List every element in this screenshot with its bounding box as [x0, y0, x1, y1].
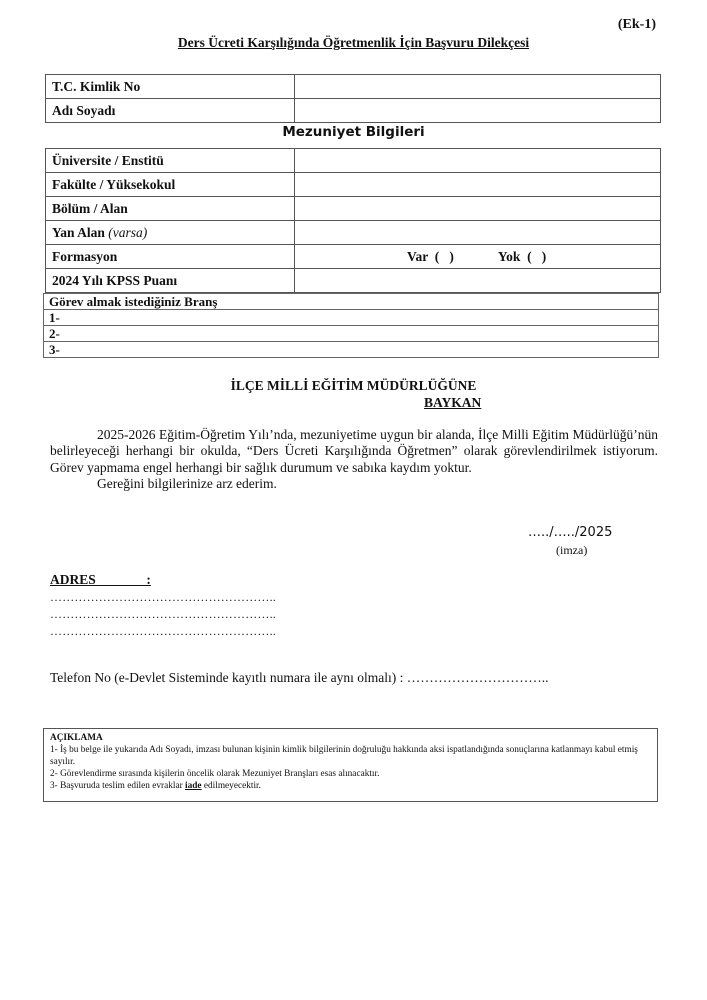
table-row [46, 197, 661, 221]
branch-choice-2[interactable]: 2- [44, 326, 659, 342]
kpss-score-field[interactable] [295, 269, 661, 293]
minor-field-label: Yan Alan (varsa) [46, 221, 295, 245]
petition-paragraph: 2025-2026 Eğitim-Öğretim Yılı’nda, mezuniyetime uygun bir alanda, İlçe Milli Eğitim Müdürlüğü’nün belirleyeceği herhangi bir okulda, “Ders Ücreti Karşılığında Öğretmen” olarak görevlendirilmek istiyorum. Görev yapmama engel herhangi bir sağlık durumum ve sabıka kaydım yoktur. [50, 427, 658, 475]
table-row [46, 99, 661, 123]
personal-info-table [45, 74, 661, 123]
faculty-label: Fakülte / Yüksekokul [46, 173, 295, 197]
name-label: Adı Soyadı [46, 99, 295, 123]
address-line-3[interactable]: ……………………………………………….. [50, 624, 276, 638]
tc-kimlik-label: T.C. Kimlik No [46, 75, 295, 99]
branch-choice-3[interactable]: 3- [44, 342, 659, 358]
note-item-2: 2- Görevlendirme sırasında kişilerin öncelik olarak Mezuniyet Branşları esas alınacaktır. [50, 769, 380, 779]
minor-field-note: (varsa) [108, 224, 148, 240]
table-row [46, 221, 661, 245]
table-row [44, 294, 659, 310]
tc-kimlik-field[interactable] [295, 75, 661, 99]
faculty-field[interactable] [295, 173, 661, 197]
table-row [46, 75, 661, 99]
table-row [46, 269, 661, 293]
name-field[interactable] [295, 99, 661, 123]
graduation-table [45, 148, 661, 293]
table-row [44, 326, 659, 342]
table-row [46, 173, 661, 197]
minor-field-field[interactable] [295, 221, 661, 245]
document-title: Ders Ücreti Karşılığında Öğretmenlik İçin Başvuru Dilekçesi [177, 35, 530, 50]
formation-var-checkbox[interactable]: Var ( ) [407, 248, 454, 264]
department-field[interactable] [295, 197, 661, 221]
date-field[interactable]: …../…../2025 [528, 525, 613, 540]
table-row [44, 342, 659, 358]
branch-header: Görev almak istediğiniz Branş [44, 294, 659, 310]
university-field[interactable] [295, 149, 661, 173]
branch-table [43, 293, 659, 358]
addressee-line: İLÇE MİLLİ EĞİTİM MÜDÜRLÜĞÜNE [230, 378, 477, 393]
address-line-1[interactable]: ……………………………………………….. [50, 590, 276, 604]
university-label: Üniversite / Enstitü [46, 149, 295, 173]
branch-choice-1[interactable]: 1- [44, 310, 659, 326]
note-item-1: 1- İş bu belge ile yukarıda Adı Soyadı, imzası bulunan kişinin kimlik bilgilerinin doğruluğu hakkında aksi ispatlandığında sonuçlarına katlanmayı kabul etmiş sayılır. [50, 745, 638, 767]
notes-box [43, 728, 658, 802]
petition-body [50, 427, 658, 492]
notes-title: AÇIKLAMA [50, 733, 103, 743]
address-line-2[interactable]: ……………………………………………….. [50, 607, 276, 621]
address-label: ADRES : [50, 572, 151, 587]
addressee-district: BAYKAN [424, 395, 482, 410]
table-row [46, 245, 661, 269]
formation-options [295, 245, 661, 269]
kpss-score-label: 2024 Yılı KPSS Puanı [46, 269, 295, 293]
annex-label: (Ek-1) [617, 17, 656, 32]
department-label: Bölüm / Alan [46, 197, 295, 221]
graduation-section-title: Mezuniyet Bilgileri [282, 124, 425, 140]
signature-label: (imza) [556, 543, 588, 557]
formation-label: Formasyon [46, 245, 295, 269]
formation-yok-checkbox[interactable]: Yok ( ) [497, 248, 547, 264]
table-row [44, 310, 659, 326]
phone-field[interactable]: Telefon No (e-Devlet Sisteminde kayıtlı numara ile aynı olmalı) : ………………………….. [50, 670, 549, 685]
note-item-3: 3- Başvuruda teslim edilen evraklar iade edilmeyecektir. [50, 781, 261, 791]
table-row [46, 149, 661, 173]
petition-closing: Gereğini bilgilerinize arz ederim. [97, 475, 277, 491]
